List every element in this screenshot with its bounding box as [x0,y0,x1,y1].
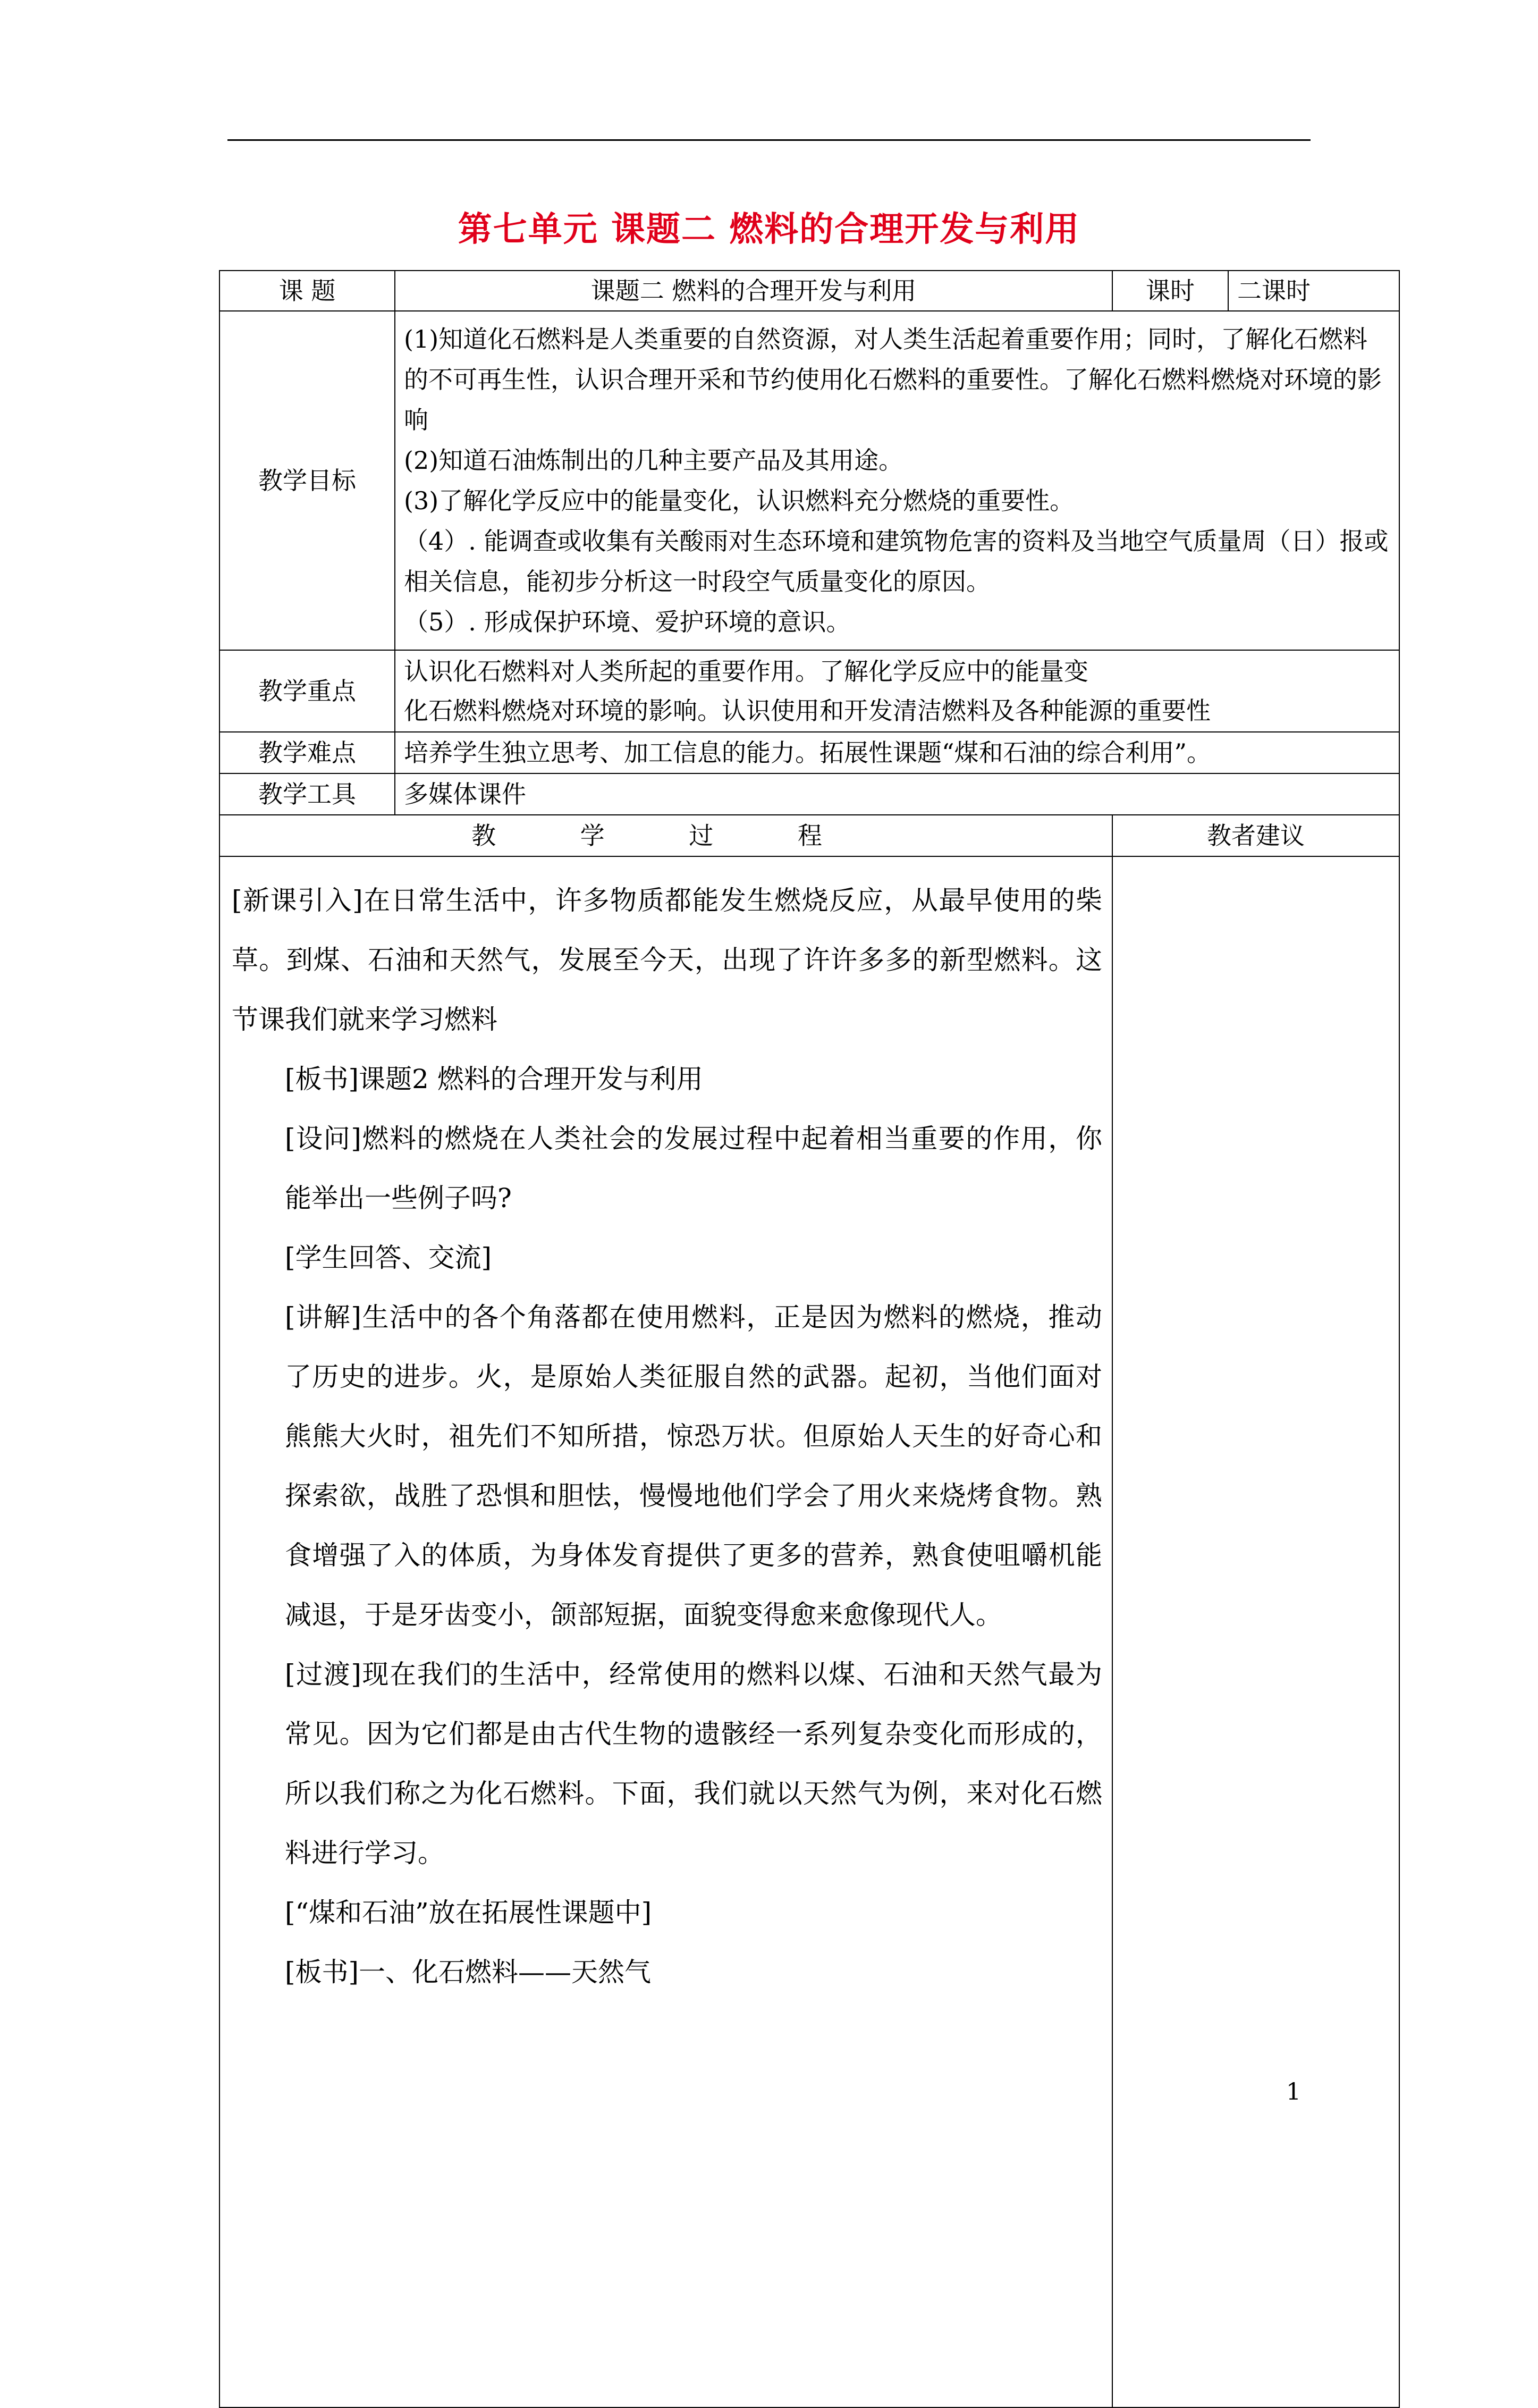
hours-value: 二课时 [1228,271,1399,311]
process-paragraph: [过渡]现在我们的生活中，经常使用的燃料以煤、石油和天然气最为常见。因为它们都是由古代生物的遗骸经一系列复杂变化而形成的，所以我们称之为化石燃料。下面，我们就以天然气为例，来对化石燃料进行学习。 [285,1659,1102,1868]
hours-label: 课时 [1112,271,1228,311]
difficulties-row [219,732,1399,773]
process-content [219,856,1112,2407]
process-paragraph: [设问]燃料的燃烧在人类社会的发展过程中起着相当重要的作用，你能举出一些例子吗? [285,1123,1102,1214]
lesson-plan-table [219,270,1400,2408]
tools-value: 多媒体课件 [395,773,1399,815]
process-paragraph: [板书]一、化石燃料——天然气 [285,1957,652,1988]
objective-item: (2)知道石油炼制出的几种主要产品及其用途。 [404,446,903,475]
topic-value: 课题二 燃料的合理开发与利用 [395,271,1112,311]
header-rule [227,139,1311,141]
objectives-label: 教学目标 [219,311,395,650]
objective-item: (3)了解化学反应中的能量变化，认识燃料充分燃烧的重要性。 [404,486,1075,515]
process-body-row [219,856,1399,2407]
difficulties-label: 教学难点 [219,732,395,773]
objectives-row [219,311,1399,650]
process-header: 教 学 过 程 [219,815,1112,856]
process-paragraph: [学生回答、交流] [285,1242,492,1273]
process-header-row [219,815,1399,856]
key-points-row [219,650,1399,732]
objective-item: (1)知道化石燃料是人类重要的自然资源，对人类生活起着重要作用；同时，了解化石燃料的不可再生性，认识合理开采和节约使用化石燃料的重要性。了解化石燃料燃烧对环境的影响 [404,325,1382,434]
tools-row [219,773,1399,815]
process-paragraph: [“煤和石油”放在拓展性课题中] [285,1897,652,1928]
topic-label: 课 题 [219,271,395,311]
process-paragraph: [板书]课题2 燃料的合理开发与利用 [285,1064,703,1094]
key-points-content [395,650,1399,732]
objective-item: （4）. 能调查或收集有关酸雨对生态环境和建筑物危害的资料及当地空气质量周（日）报或相关信息，能初步分析这一时段空气质量变化的原因。 [404,527,1389,596]
objectives-content [395,311,1399,650]
advice-header: 教者建议 [1112,815,1399,856]
difficulties-value: 培养学生独立思考、加工信息的能力。拓展性课题“煤和石油的综合利用”。 [395,732,1399,773]
topic-row [219,271,1399,311]
key-point-line: 化石燃料燃烧对环境的影响。认识使用和开发清洁燃料及各种能源的重要性 [404,696,1211,725]
process-paragraph: [新课引入]在日常生活中，许多物质都能发生燃烧反应，从最早使用的柴草。到煤、石油和天然气，发展至今天，出现了许许多多的新型燃料。这节课我们就来学习燃料 [232,885,1102,1035]
page-number: 1 [1286,2078,1301,2106]
key-point-line: 认识化石燃料对人类所起的重要作用。了解化学反应中的能量变 [404,657,1088,686]
process-paragraph: [讲解]生活中的各个角落都在使用燃料，正是因为燃料的燃烧，推动了历史的进步。火，是原始人类征服自然的武器。起初，当他们面对熊熊大火时，祖先们不知所措，惊恐万状。但原始人天生的好奇心和探索欲，战胜了恐惧和胆怯，慢慢地他们学会了用火来烧烤食物。熟食增强了入的体质，为身体发育提供了更多的营养，熟食使咀嚼机能减退，于是牙齿变小，颌部短据，面貌变得愈来愈像现代人。 [285,1302,1102,1630]
tools-label: 教学工具 [219,773,395,815]
advice-content [1112,856,1399,2407]
document-title: 第七单元 课题二 燃料的合理开发与利用 [458,210,1080,249]
objective-item: （5）. 形成保护环境、爱护环境的意识。 [404,608,851,636]
key-points-label: 教学重点 [219,650,395,732]
